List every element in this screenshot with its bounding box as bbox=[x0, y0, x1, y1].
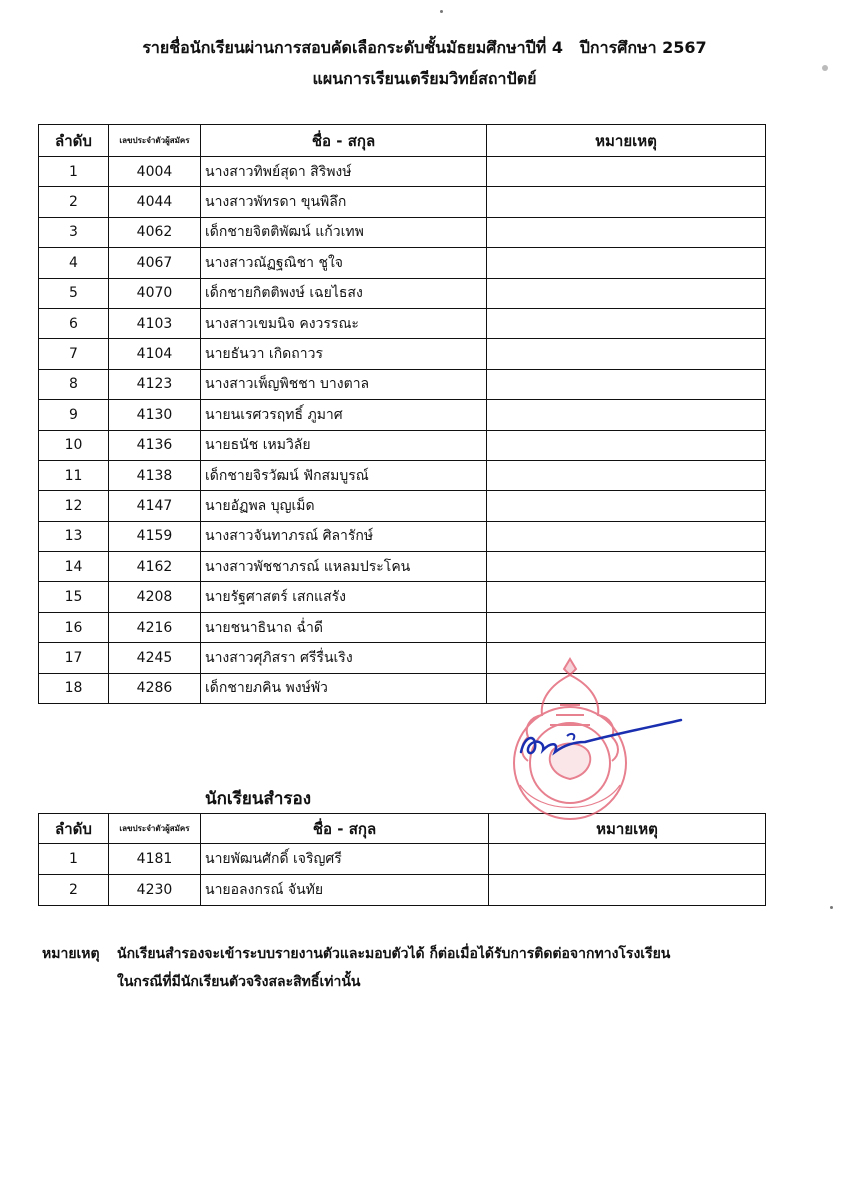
table-header-row bbox=[39, 814, 766, 844]
cell-applicant-no: 4208 bbox=[109, 582, 201, 612]
cell-name: นายพัฒนศักดิ์ เจริญศรี bbox=[201, 844, 489, 875]
cell-name: นางสาวพัทรดา ขุนพิลึก bbox=[201, 187, 487, 217]
cell-remark bbox=[487, 248, 766, 278]
cell-name: นายนเรศวรฤทธิ์ ภูมาศ bbox=[201, 400, 487, 430]
cell-order: 16 bbox=[39, 612, 109, 642]
cell-name: เด็กชายจิรวัฒน์ ฟักสมบูรณ์ bbox=[201, 460, 487, 490]
cell-order: 18 bbox=[39, 673, 109, 703]
cell-order: 4 bbox=[39, 248, 109, 278]
header-order: ลำดับ bbox=[39, 125, 109, 157]
table-row bbox=[39, 673, 766, 703]
cell-applicant-no: 4103 bbox=[109, 308, 201, 338]
table-row bbox=[39, 157, 766, 187]
reserve-table-row bbox=[39, 844, 766, 875]
table-row bbox=[39, 308, 766, 338]
note-text-line2: ในกรณีที่มีนักเรียนตัวจริงสละสิทธิ์เท่านั้น bbox=[117, 974, 361, 990]
cell-remark bbox=[489, 875, 766, 906]
cell-applicant-no: 4162 bbox=[109, 552, 201, 582]
cell-order: 17 bbox=[39, 643, 109, 673]
cell-applicant-no: 4136 bbox=[109, 430, 201, 460]
cell-applicant-no: 4147 bbox=[109, 491, 201, 521]
table-row bbox=[39, 217, 766, 247]
cell-order: 14 bbox=[39, 552, 109, 582]
cell-remark bbox=[487, 369, 766, 399]
signature-icon bbox=[515, 712, 685, 762]
cell-applicant-no: 4044 bbox=[109, 187, 201, 217]
reserve-heading: นักเรียนสำรอง bbox=[205, 789, 312, 809]
reserve-students-table bbox=[38, 813, 766, 906]
document-subtitle: แผนการเรียนเตรียมวิทย์สถาปัตย์ bbox=[312, 69, 537, 88]
cell-remark bbox=[487, 217, 766, 247]
header-order: ลำดับ bbox=[39, 814, 109, 844]
cell-remark bbox=[489, 844, 766, 875]
cell-name: เด็กชายภคิน พงษ์พัว bbox=[201, 673, 487, 703]
cell-order: 7 bbox=[39, 339, 109, 369]
cell-remark bbox=[487, 430, 766, 460]
cell-order: 11 bbox=[39, 460, 109, 490]
cell-remark bbox=[487, 612, 766, 642]
table-row bbox=[39, 491, 766, 521]
scan-speck bbox=[830, 906, 833, 909]
cell-name: นายธันวา เกิดถาวร bbox=[201, 339, 487, 369]
cell-applicant-no: 4004 bbox=[109, 157, 201, 187]
cell-remark bbox=[487, 157, 766, 187]
cell-order: 5 bbox=[39, 278, 109, 308]
cell-applicant-no: 4104 bbox=[109, 339, 201, 369]
table-row bbox=[39, 552, 766, 582]
cell-remark bbox=[487, 460, 766, 490]
cell-name: นางสาวทิพย์สุดา สิริพงษ์ bbox=[201, 157, 487, 187]
scan-speck bbox=[822, 65, 828, 71]
cell-order: 6 bbox=[39, 308, 109, 338]
table-row bbox=[39, 248, 766, 278]
cell-name: เด็กชายกิตติพงษ์ เฉยไธสง bbox=[201, 278, 487, 308]
cell-order: 2 bbox=[39, 875, 109, 906]
cell-order: 1 bbox=[39, 157, 109, 187]
cell-applicant-no: 4070 bbox=[109, 278, 201, 308]
cell-name: นายชนาธินาถ ฉ่ำดี bbox=[201, 612, 487, 642]
header-remark: หมายเหตุ bbox=[489, 814, 766, 844]
header-applicant-no: เลขประจำตัวผู้สมัคร bbox=[109, 125, 201, 157]
cell-order: 8 bbox=[39, 369, 109, 399]
cell-order: 13 bbox=[39, 521, 109, 551]
reserve-table-row bbox=[39, 875, 766, 906]
document-title: รายชื่อนักเรียนผ่านการสอบคัดเลือกระดับชั้นมัธยมศึกษาปีที่ 4 ปีการศึกษา 2567 bbox=[142, 38, 707, 57]
cell-remark bbox=[487, 308, 766, 338]
table-row bbox=[39, 400, 766, 430]
cell-applicant-no: 4230 bbox=[109, 875, 201, 906]
scan-speck bbox=[440, 10, 443, 13]
cell-applicant-no: 4130 bbox=[109, 400, 201, 430]
table-row bbox=[39, 339, 766, 369]
cell-name: นายอลงกรณ์ จันทัย bbox=[201, 875, 489, 906]
cell-name: นางสาวพัชชาภรณ์ แหลมประโคน bbox=[201, 552, 487, 582]
cell-remark bbox=[487, 400, 766, 430]
cell-order: 9 bbox=[39, 400, 109, 430]
cell-name: นางสาวณัฏฐณิชา ชูใจ bbox=[201, 248, 487, 278]
table-row bbox=[39, 521, 766, 551]
header-applicant-no: เลขประจำตัวผู้สมัคร bbox=[109, 814, 201, 844]
cell-order: 15 bbox=[39, 582, 109, 612]
cell-name: นางสาวจันทาภรณ์ ศิลารักษ์ bbox=[201, 521, 487, 551]
cell-name: นางสาวศุภิสรา ศรีรื่นเริง bbox=[201, 643, 487, 673]
header-remark: หมายเหตุ bbox=[487, 125, 766, 157]
cell-name: เด็กชายจิตติพัฒน์ แก้วเทพ bbox=[201, 217, 487, 247]
cell-order: 3 bbox=[39, 217, 109, 247]
cell-remark bbox=[487, 187, 766, 217]
cell-applicant-no: 4181 bbox=[109, 844, 201, 875]
cell-applicant-no: 4067 bbox=[109, 248, 201, 278]
cell-remark bbox=[487, 278, 766, 308]
cell-name: นายรัฐศาสตร์ เสกแสรัง bbox=[201, 582, 487, 612]
cell-applicant-no: 4123 bbox=[109, 369, 201, 399]
table-row bbox=[39, 278, 766, 308]
header-name: ชื่อ - สกุล bbox=[201, 814, 489, 844]
table-row bbox=[39, 187, 766, 217]
cell-name: นายธนัช เหมวิลัย bbox=[201, 430, 487, 460]
cell-remark bbox=[487, 582, 766, 612]
table-row bbox=[39, 460, 766, 490]
cell-applicant-no: 4245 bbox=[109, 643, 201, 673]
table-row bbox=[39, 430, 766, 460]
cell-remark bbox=[487, 339, 766, 369]
cell-applicant-no: 4216 bbox=[109, 612, 201, 642]
note-label: หมายเหตุ bbox=[42, 946, 100, 962]
cell-name: นางสาวเขมนิจ คงวรรณะ bbox=[201, 308, 487, 338]
cell-applicant-no: 4159 bbox=[109, 521, 201, 551]
cell-applicant-no: 4138 bbox=[109, 460, 201, 490]
cell-order: 2 bbox=[39, 187, 109, 217]
cell-applicant-no: 4286 bbox=[109, 673, 201, 703]
header-name: ชื่อ - สกุล bbox=[201, 125, 487, 157]
table-row bbox=[39, 582, 766, 612]
table-header-row bbox=[39, 125, 766, 157]
table-row bbox=[39, 369, 766, 399]
cell-order: 1 bbox=[39, 844, 109, 875]
cell-remark bbox=[487, 552, 766, 582]
table-row bbox=[39, 612, 766, 642]
passed-students-table bbox=[38, 124, 766, 704]
note-text-line1: นักเรียนสำรองจะเข้าระบบรายงานตัวและมอบตัวได้ ก็ต่อเมื่อได้รับการติดต่อจากทางโรงเรียน bbox=[117, 946, 671, 962]
cell-name: นางสาวเพ็ญพิชชา บางตาล bbox=[201, 369, 487, 399]
cell-remark bbox=[487, 491, 766, 521]
cell-remark bbox=[487, 521, 766, 551]
cell-order: 10 bbox=[39, 430, 109, 460]
table-row bbox=[39, 643, 766, 673]
cell-applicant-no: 4062 bbox=[109, 217, 201, 247]
cell-name: นายอัฏพล บุญเม็ด bbox=[201, 491, 487, 521]
cell-order: 12 bbox=[39, 491, 109, 521]
